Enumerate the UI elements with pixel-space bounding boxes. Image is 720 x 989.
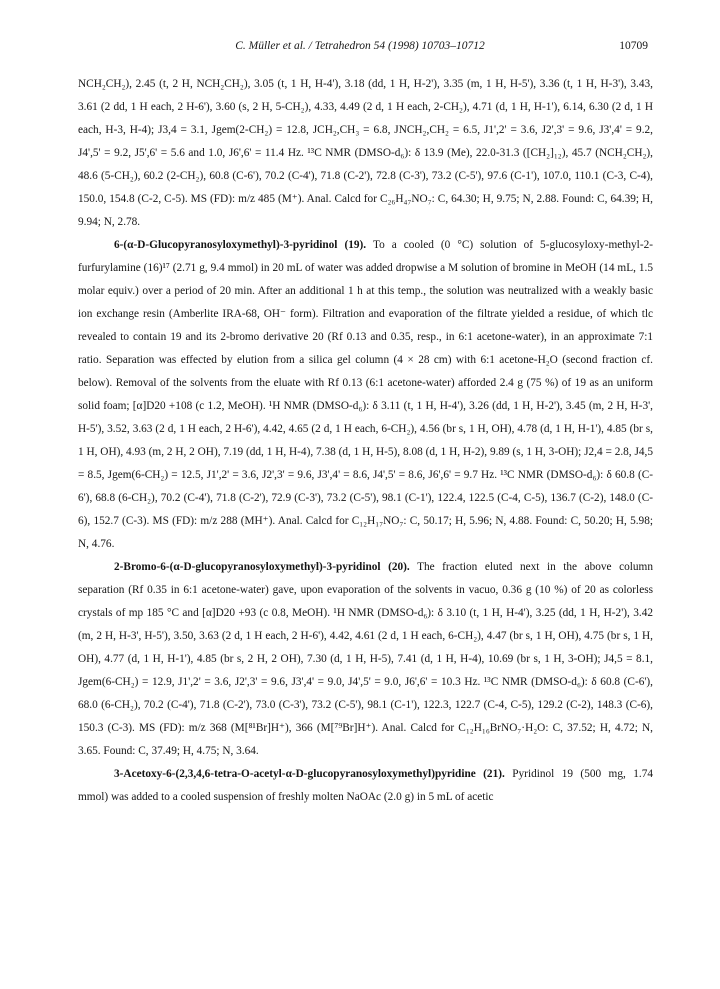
- article-body: [78, 73, 653, 809]
- paragraph-compound-data: [78, 73, 653, 234]
- running-head: C. Müller et al. / Tetrahedron 54 (1998) 10703–10712: [235, 40, 485, 52]
- page-header: [0, 40, 720, 58]
- paragraph-text: NCH₂CH₂), 2.45 (t, 2 H, NCH₂CH₂), 3.05 (t, 1 H, H-4'), 3.18 (dd, 1 H, H-2'), 3.35 (m, 1 H, H-5'), 3.36 (t, 1 H, H-3'), 3.43, 3.61 (2 dd, 1 H each, 2 H-6'), 3.60 (s, 2 H, 5-CH₂), 4.33, 4.49 (2 d, 1 H each, 2-CH₂), 4.71 (d, 1 H, H-1'), 6.14, 6.30 (2 d, 1 H each, H-3, H-4); J3,4 = 3.1, Jgem(2-CH₂) = 12.8, JCH₂,CH₃ = 6.8, JNCH₂,CH₂ = 6.5, J1',2' = 3.6, J2',3' = 9.6, J3',4' = 9.2, J4',5' = 9.2, J5',6' = 5.6 and 1.0, J6',6' = 11.4 Hz. ¹³C NMR (DMSO-d₆): δ 13.9 (Me), 22.0-31.3 ([CH₂]₁₂), 45.7 (NCH₂CH₂), 48.6 (5-CH₂), 60.2 (2-CH₂), 60.8 (C-6'), 70.2 (C-4'), 71.8 (C-2'), 72.8 (C-3'), 73.2 (C-5'), 97.6 (C-1'), 107.0, 110.1 (C-3, C-4), 150.0, 154.8 (C-2, C-5). MS (FD): m/z 485 (M⁺). Anal. Calcd for C₂₆H₄₇NO₇: C, 64.30; H, 9.75; N, 2.88. Found: C, 64.39; H, 9.94; N, 2.78.: [78, 78, 653, 228]
- paragraph-text: The fraction eluted next in the above column separation (Rf 0.35 in 6:1 acetone-water) gave, upon evaporation of the solvents in vacuo, 0.36 g (10 %) of 20 as colorless crystals of mp 185 °C and [α]D20 +93 (c 0.8, MeOH). ¹H NMR (DMSO-d₆): δ 3.10 (t, 1 H, H-4'), 3.25 (dd, 1 H, H-2'), 3.42 (m, 2 H, H-3', H-5'), 3.50, 3.63 (2 d, 1 H each, 2 H-6'), 4.42, 4.61 (2 d, 1 H each, 6-CH₂), 4.47 (br s, 1 H, OH), 4.75 (br s, 1 H, OH), 4.77 (d, 1 H, H-1'), 4.85 (br s, 2 H, 2 OH), 7.30 (d, 1 H, H-5), 7.41 (d, 1 H, H-4), 10.69 (br s, 1 H, 3-OH); J4,5 = 8.1, Jgem(6-CH₂) = 12.9, J1',2' = 3.6, J2',3' = 9.6, J3',4' = 9.0, J4',5' = 9.0, J6',6' = 10.3 Hz. ¹³C NMR (DMSO-d₆): δ 60.8 (C-6'), 68.0 (6-CH₂), 70.2 (C-4'), 71.8 (C-2'), 73.0 (C-3'), 73.2 (C-5'), 98.1 (C-1'), 122.3, 122.7 (C-4, C-5), 129.2 (C-2), 148.3 (C-6), 150.3 (C-3). MS (FD): m/z 368 (M[⁸¹Br]H⁺), 366 (M[⁷⁹Br]H⁺). Anal. Calcd for C₁₂H₁₆BrNO₇·H₂O: C, 37.52; H, 4.72; N, 3.65. Found: C, 37.49; H, 4.75; N, 3.64.: [78, 561, 653, 757]
- paragraph-compound-19: [78, 234, 653, 556]
- paragraph-compound-21: [78, 763, 653, 809]
- paragraph-compound-20: [78, 556, 653, 763]
- compound-title: 3-Acetoxy-6-(2,3,4,6-tetra-O-acetyl-α-D-glucopyranosyloxymethyl)pyridine (21).: [114, 768, 505, 780]
- compound-title: 6-(α-D-Glucopyranosyloxymethyl)-3-pyridinol (19).: [114, 239, 367, 251]
- compound-title: 2-Bromo-6-(α-D-glucopyranosyloxymethyl)-3-pyridinol (20).: [114, 561, 410, 573]
- paragraph-text: To a cooled (0 °C) solution of 5-glucosyloxy-methyl-2-furfurylamine (16)¹⁷ (2.71 g, 9.4 mmol) in 20 mL of water was added dropwise a M solution of bromine in MeOH (14 mL, 1.5 molar equiv.) over a period of 20 min. After an additional 1 h at this temp., the solution was neutralized with a weakly basic ion exchange resin (Amberlite IRA-68, OH⁻ form). Filtration and evaporation of the filtrate yielded a residue, of which tlc revealed to contain 19 and its 2-bromo derivative 20 (Rf 0.13 and 0.35, resp., in 6:1 acetone-water), in an approximate 7:1 ratio. Separation was effected by elution from a silica gel column (4 × 28 cm) with 6:1 acetone-H₂O (second fraction cf. below). Removal of the solvents from the eluate with Rf 0.13 (6:1 acetone-water) afforded 2.4 g (75 %) of 19 as an uniform solid foam; [α]D20 +108 (c 1.2, MeOH). ¹H NMR (DMSO-d₆): δ 3.11 (t, 1 H, H-4'), 3.26 (dd, 1 H, H-2'), 3.45 (m, 2 H, H-3', H-5'), 3.52, 3.63 (2 d, 1 H each, 2 H-6'), 4.42, 4.65 (2 d, 1 H each, 6-CH₂), 4.56 (br s, 1 H, OH), 4.78 (d, 1 H, H-1'), 4.85 (br s, 1 H, OH), 4.93 (m, 2 H, 2 OH), 7.19 (dd, 1 H, H-4), 7.38 (d, 1 H, H-5), 8.08 (d, 1 H, H-2), 9.89 (s, 1 H, 3-OH); J2,4 = 2.8, J4,5 = 8.5, Jgem(6-CH₂) = 12.5, J1',2' = 3.6, J2',3' = 9.6, J3',4' = 8.6, J4',5' = 8.6, J6',6' = 9.7 Hz. ¹³C NMR (DMSO-d₆): δ 60.8 (C-6'), 68.8 (6-CH₂), 70.2 (C-4'), 71.8 (C-2'), 72.9 (C-3'), 73.2 (C-5'), 98.1 (C-1'), 122.4, 122.5 (C-4, C-5), 136.7 (C-2), 148.0 (C-6), 152.7 (C-3). MS (FD): m/z 288 (MH⁺). Anal. Calcd for C₁₂H₁₇NO₇: C, 50.17; H, 5.96; N, 4.88. Found: C, 50.20; H, 5.98; N, 4.76.: [78, 239, 653, 550]
- page-number: 10709: [619, 40, 648, 52]
- paragraph-text: Pyridinol 19 (500 mg, 1.74 mmol) was added to a cooled suspension of freshly molten NaOAc (2.0 g) in 5 mL of acetic: [78, 768, 653, 803]
